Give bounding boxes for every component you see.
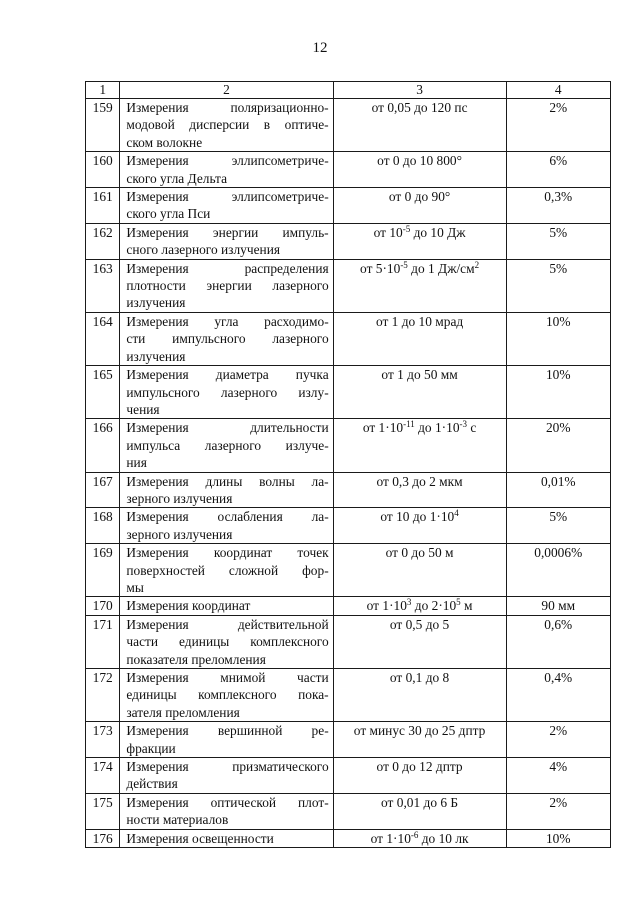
table-row xyxy=(86,259,611,312)
range-text: от 1·10 xyxy=(362,420,404,436)
measurement-name-line: Измерения вершинной ре- xyxy=(126,723,329,739)
table-row xyxy=(86,472,611,508)
header-col-3: 3 xyxy=(333,82,506,99)
measurement-name xyxy=(120,312,333,365)
accuracy-value: 2% xyxy=(506,722,611,758)
table-row xyxy=(86,366,611,419)
accuracy-value: 5% xyxy=(506,508,611,544)
measurement-range xyxy=(333,152,506,188)
measurement-name-line: показателя преломления xyxy=(126,651,266,667)
measurement-name xyxy=(120,793,333,829)
table-row xyxy=(86,152,611,188)
measurement-range xyxy=(333,419,506,472)
accuracy-value: 10% xyxy=(506,312,611,365)
measurement-range xyxy=(333,597,506,615)
row-number: 176 xyxy=(86,829,120,847)
row-number: 166 xyxy=(86,419,120,472)
range-text: от 1 до 50 мм xyxy=(381,367,458,383)
measurement-name-line: импульса лазерного излуче- xyxy=(126,437,329,453)
measurement-name-line: зателя преломления xyxy=(126,704,240,720)
range-exponent: -3 xyxy=(459,419,468,430)
measurement-name xyxy=(120,722,333,758)
measurement-range xyxy=(333,829,506,847)
measurement-range xyxy=(333,312,506,365)
measurement-range xyxy=(333,615,506,668)
row-number: 160 xyxy=(86,152,120,188)
measurement-name xyxy=(120,152,333,188)
measurement-name-line: излучения xyxy=(126,348,186,364)
measurement-name xyxy=(120,508,333,544)
range-text: от 10 до 1·10 xyxy=(380,509,455,525)
range-text: от 10 xyxy=(373,224,403,240)
row-number: 172 xyxy=(86,669,120,722)
measurement-name-line: Измерения освещенности xyxy=(126,830,274,846)
measurement-name xyxy=(120,597,333,615)
measurement-name-line: чения xyxy=(126,401,160,417)
table-row xyxy=(86,508,611,544)
measurement-range xyxy=(333,259,506,312)
range-text: от 1·10 xyxy=(366,598,407,614)
measurement-name-line: импульсного лазерного излу- xyxy=(126,384,329,400)
row-number: 174 xyxy=(86,758,120,794)
row-number: 164 xyxy=(86,312,120,365)
range-text: от 0 до 90° xyxy=(388,189,451,205)
measurement-name-line: части единицы комплексного xyxy=(126,634,329,650)
table-row xyxy=(86,829,611,847)
measurement-name-line: действия xyxy=(126,776,178,792)
measurement-range xyxy=(333,223,506,259)
measurement-name-line: ности материалов xyxy=(126,812,229,828)
measurement-range xyxy=(333,99,506,152)
measurement-range xyxy=(333,508,506,544)
row-number: 168 xyxy=(86,508,120,544)
measurement-name-line: Измерения оптической плот- xyxy=(126,794,329,810)
table-row xyxy=(86,758,611,794)
measurement-name xyxy=(120,829,333,847)
range-text: от 0 до 10 800° xyxy=(377,153,462,169)
measurement-name-line: поверхностей сложной фор- xyxy=(126,562,329,578)
table-row xyxy=(86,722,611,758)
range-text: до 1·10 xyxy=(414,420,460,436)
accuracy-value: 5% xyxy=(506,259,611,312)
page-number: 12 xyxy=(312,40,328,56)
measurement-name-line: Измерения призматического xyxy=(126,759,329,775)
measurement-name xyxy=(120,758,333,794)
measurement-name xyxy=(120,259,333,312)
table-row xyxy=(86,312,611,365)
row-number: 163 xyxy=(86,259,120,312)
measurement-name xyxy=(120,544,333,597)
range-text: от 0 до 12 дптр xyxy=(376,759,463,775)
row-number: 175 xyxy=(86,793,120,829)
header-col-2: 2 xyxy=(120,82,333,99)
measurement-name-line: зерного излучения xyxy=(126,526,233,542)
range-text: с xyxy=(467,420,477,436)
measurement-name xyxy=(120,366,333,419)
row-number: 165 xyxy=(86,366,120,419)
measurement-name-line: зерного излучения xyxy=(126,490,233,506)
range-exponent: 2 xyxy=(474,259,480,270)
measurement-name-line: Измерения энергии импуль- xyxy=(126,224,329,240)
measurement-name-line: сти импульсного лазерного xyxy=(126,331,329,347)
range-exponent: -5 xyxy=(402,223,411,234)
measurement-name-line: Измерения поляризационно- xyxy=(126,100,329,115)
measurement-name-line: Измерения угла расходимо- xyxy=(126,313,329,329)
range-exponent: 4 xyxy=(454,508,459,519)
accuracy-value: 10% xyxy=(506,366,611,419)
row-number: 161 xyxy=(86,188,120,224)
table-row xyxy=(86,188,611,224)
range-exponent: -6 xyxy=(410,829,419,840)
header-col-1: 1 xyxy=(86,82,120,99)
measurement-name-line: Измерения ослабления ла- xyxy=(126,509,329,525)
header-col-4: 4 xyxy=(506,82,611,99)
accuracy-value: 0,01% xyxy=(506,472,611,508)
range-exponent: -11 xyxy=(403,419,415,430)
accuracy-value: 2% xyxy=(506,99,611,152)
accuracy-value: 20% xyxy=(506,419,611,472)
table-row xyxy=(86,669,611,722)
measurement-name-line: плотности энергии лазерного xyxy=(126,278,329,294)
accuracy-value: 5% xyxy=(506,223,611,259)
range-text: от 1·10 xyxy=(370,830,411,846)
accuracy-value: 0,6% xyxy=(506,615,611,668)
row-number: 167 xyxy=(86,472,120,508)
measurement-name-line: Измерения мнимой части xyxy=(126,670,329,685)
range-text: до 2·10 xyxy=(411,598,457,614)
measurement-range xyxy=(333,722,506,758)
measurement-name-line: фракции xyxy=(126,740,176,756)
table-row xyxy=(86,99,611,152)
measurement-range xyxy=(333,669,506,722)
table-row xyxy=(86,419,611,472)
measurement-name xyxy=(120,223,333,259)
measurement-name-line: излучения xyxy=(126,295,186,311)
accuracy-value: 90 мм xyxy=(506,597,611,615)
range-text: от минус 30 до 25 дптр xyxy=(353,723,486,739)
range-text: от 0,1 до 8 xyxy=(389,670,450,685)
range-text: от 0,05 до 120 пс xyxy=(371,100,468,115)
measurement-range xyxy=(333,758,506,794)
accuracy-value: 0,4% xyxy=(506,669,611,722)
accuracy-value: 2% xyxy=(506,793,611,829)
range-text: до 10 Дж xyxy=(410,224,466,240)
measurement-name-line: Измерения действительной xyxy=(126,616,329,632)
measurement-name xyxy=(120,419,333,472)
measurement-name-line: ского угла Дельта xyxy=(126,170,228,186)
measurement-name-line: Измерения распределения xyxy=(126,260,329,276)
measurement-range xyxy=(333,544,506,597)
measurement-name-line: ского угла Пси xyxy=(126,206,211,222)
measurement-name-line: Измерения диаметра пучка xyxy=(126,367,329,383)
range-text: до 1 Дж/см xyxy=(407,260,475,276)
measurement-name-line: Измерения длины волны ла- xyxy=(126,473,329,489)
row-number: 169 xyxy=(86,544,120,597)
measurement-name xyxy=(120,472,333,508)
table-row xyxy=(86,597,611,615)
measurement-name-line: единицы комплексного пока- xyxy=(126,687,329,703)
range-text: от 0 до 50 м xyxy=(385,545,454,561)
accuracy-value: 10% xyxy=(506,829,611,847)
range-text: от 0,5 до 5 xyxy=(389,616,450,632)
measurements-table xyxy=(85,81,611,848)
row-number: 159 xyxy=(86,99,120,152)
measurement-name xyxy=(120,188,333,224)
accuracy-value: 0,3% xyxy=(506,188,611,224)
measurement-name-line: мы xyxy=(126,579,144,595)
table-row xyxy=(86,793,611,829)
accuracy-value: 0,0006% xyxy=(506,544,611,597)
range-text: от 0,01 до 6 Б xyxy=(381,794,459,810)
measurement-name-line: Измерения длительности xyxy=(126,420,329,436)
table-row xyxy=(86,544,611,597)
measurement-name xyxy=(120,669,333,722)
measurement-name-line: Измерения эллипсометриче- xyxy=(126,189,329,205)
measurement-name xyxy=(120,615,333,668)
measurement-name-line: Измерения координат точек xyxy=(126,545,329,561)
row-number: 171 xyxy=(86,615,120,668)
accuracy-value: 4% xyxy=(506,758,611,794)
measurement-name xyxy=(120,99,333,152)
range-text: м xyxy=(460,598,473,614)
row-number: 170 xyxy=(86,597,120,615)
table-header-row xyxy=(86,82,611,99)
range-text: от 5·10 xyxy=(360,260,401,276)
measurement-range xyxy=(333,793,506,829)
measurement-name-line: модовой дисперсии в оптиче- xyxy=(126,117,329,133)
table-row xyxy=(86,223,611,259)
measurement-range xyxy=(333,472,506,508)
measurement-name-line: ском волокне xyxy=(126,134,203,150)
measurement-name-line: Измерения координат xyxy=(126,598,251,614)
table-row xyxy=(86,615,611,668)
measurement-name-line: ния xyxy=(126,455,147,471)
range-text: от 0,3 до 2 мкм xyxy=(376,473,463,489)
range-exponent: 5 xyxy=(456,597,461,608)
measurement-name-line: Измерения эллипсометриче- xyxy=(126,153,329,169)
range-text: от 1 до 10 мрад xyxy=(375,313,464,329)
measurement-range xyxy=(333,188,506,224)
accuracy-value: 6% xyxy=(506,152,611,188)
range-exponent: 3 xyxy=(406,597,412,608)
measurement-name-line: сного лазерного излучения xyxy=(126,242,281,258)
row-number: 173 xyxy=(86,722,120,758)
range-text: до 10 лк xyxy=(418,830,469,846)
measurement-range xyxy=(333,366,506,419)
range-exponent: -5 xyxy=(400,259,408,270)
row-number: 162 xyxy=(86,223,120,259)
